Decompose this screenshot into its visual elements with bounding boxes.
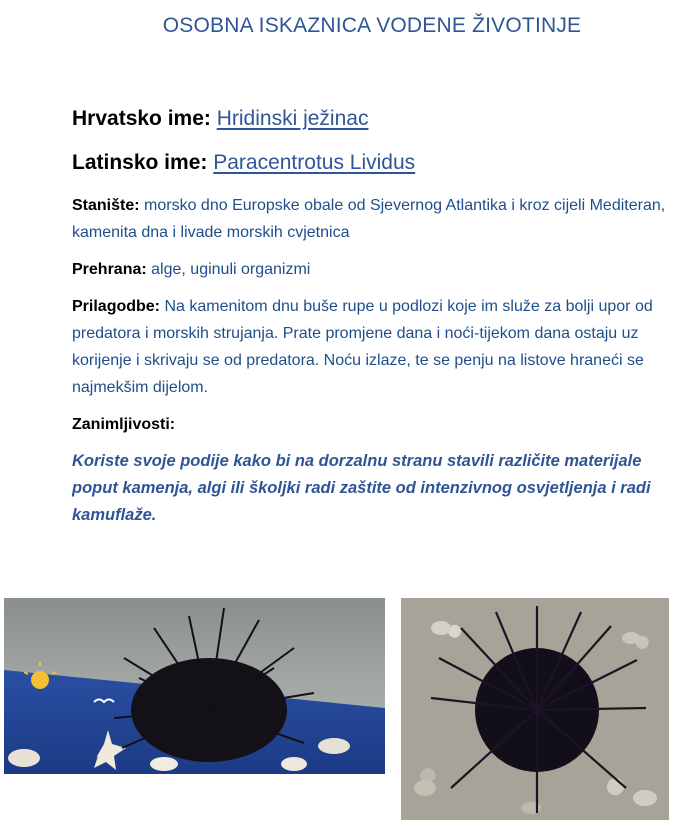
- habitat-paragraph: [72, 192, 672, 246]
- trivia-paragraph: [72, 411, 672, 438]
- trivia-label: Zanimljivosti:: [72, 416, 176, 433]
- trivia-text: Koriste svoje podije kako bi na dorzalnu stranu stavili različite materijale poput kamenja, algi ili školjki radi zaštite od intenzivnog osvjetljenja i radi kamuflaže.: [72, 452, 651, 524]
- diet-text: alge, uginuli organizmi: [151, 261, 311, 278]
- croatian-name-label: Hrvatsko ime:: [72, 107, 211, 130]
- habitat-text: morsko dno Europske obale od Sjevernog Atlantika i kroz cijeli Mediteran, kamenita dna i livade morskih cvjetnica: [72, 197, 666, 241]
- croatian-name-link[interactable]: Hridinski ježinac: [216, 107, 369, 130]
- croatian-name-line: [72, 104, 672, 134]
- latin-name-label: Latinsko ime:: [72, 151, 208, 174]
- adaptations-text: Na kamenitom dnu buše rupe u podlozi koje im služe za bolji upor od predatora i morskih strujanja. Prate promjene dana i noći-tijekom dana ostaju uz korijenje i skrivaju se od predatora. Noću izlaze, te se penju na listove hraneći se najmekšim dijelom.: [72, 298, 653, 396]
- latin-name-link[interactable]: Paracentrotus Lividus: [213, 151, 416, 174]
- id-card-content: [72, 104, 672, 529]
- sea-urchin-pebbles-photo: [401, 598, 669, 820]
- adaptations-paragraph: [72, 293, 672, 401]
- diet-paragraph: [72, 256, 672, 283]
- page-title: OSOBNA ISKAZNICA VODENE ŽIVOTINJE: [162, 14, 582, 37]
- habitat-label: Stanište:: [72, 197, 140, 214]
- latin-name-line: [72, 148, 672, 178]
- sea-urchin-model-photo: [4, 598, 385, 774]
- adaptations-label: Prilagodbe:: [72, 298, 161, 315]
- diet-label: Prehrana:: [72, 261, 147, 278]
